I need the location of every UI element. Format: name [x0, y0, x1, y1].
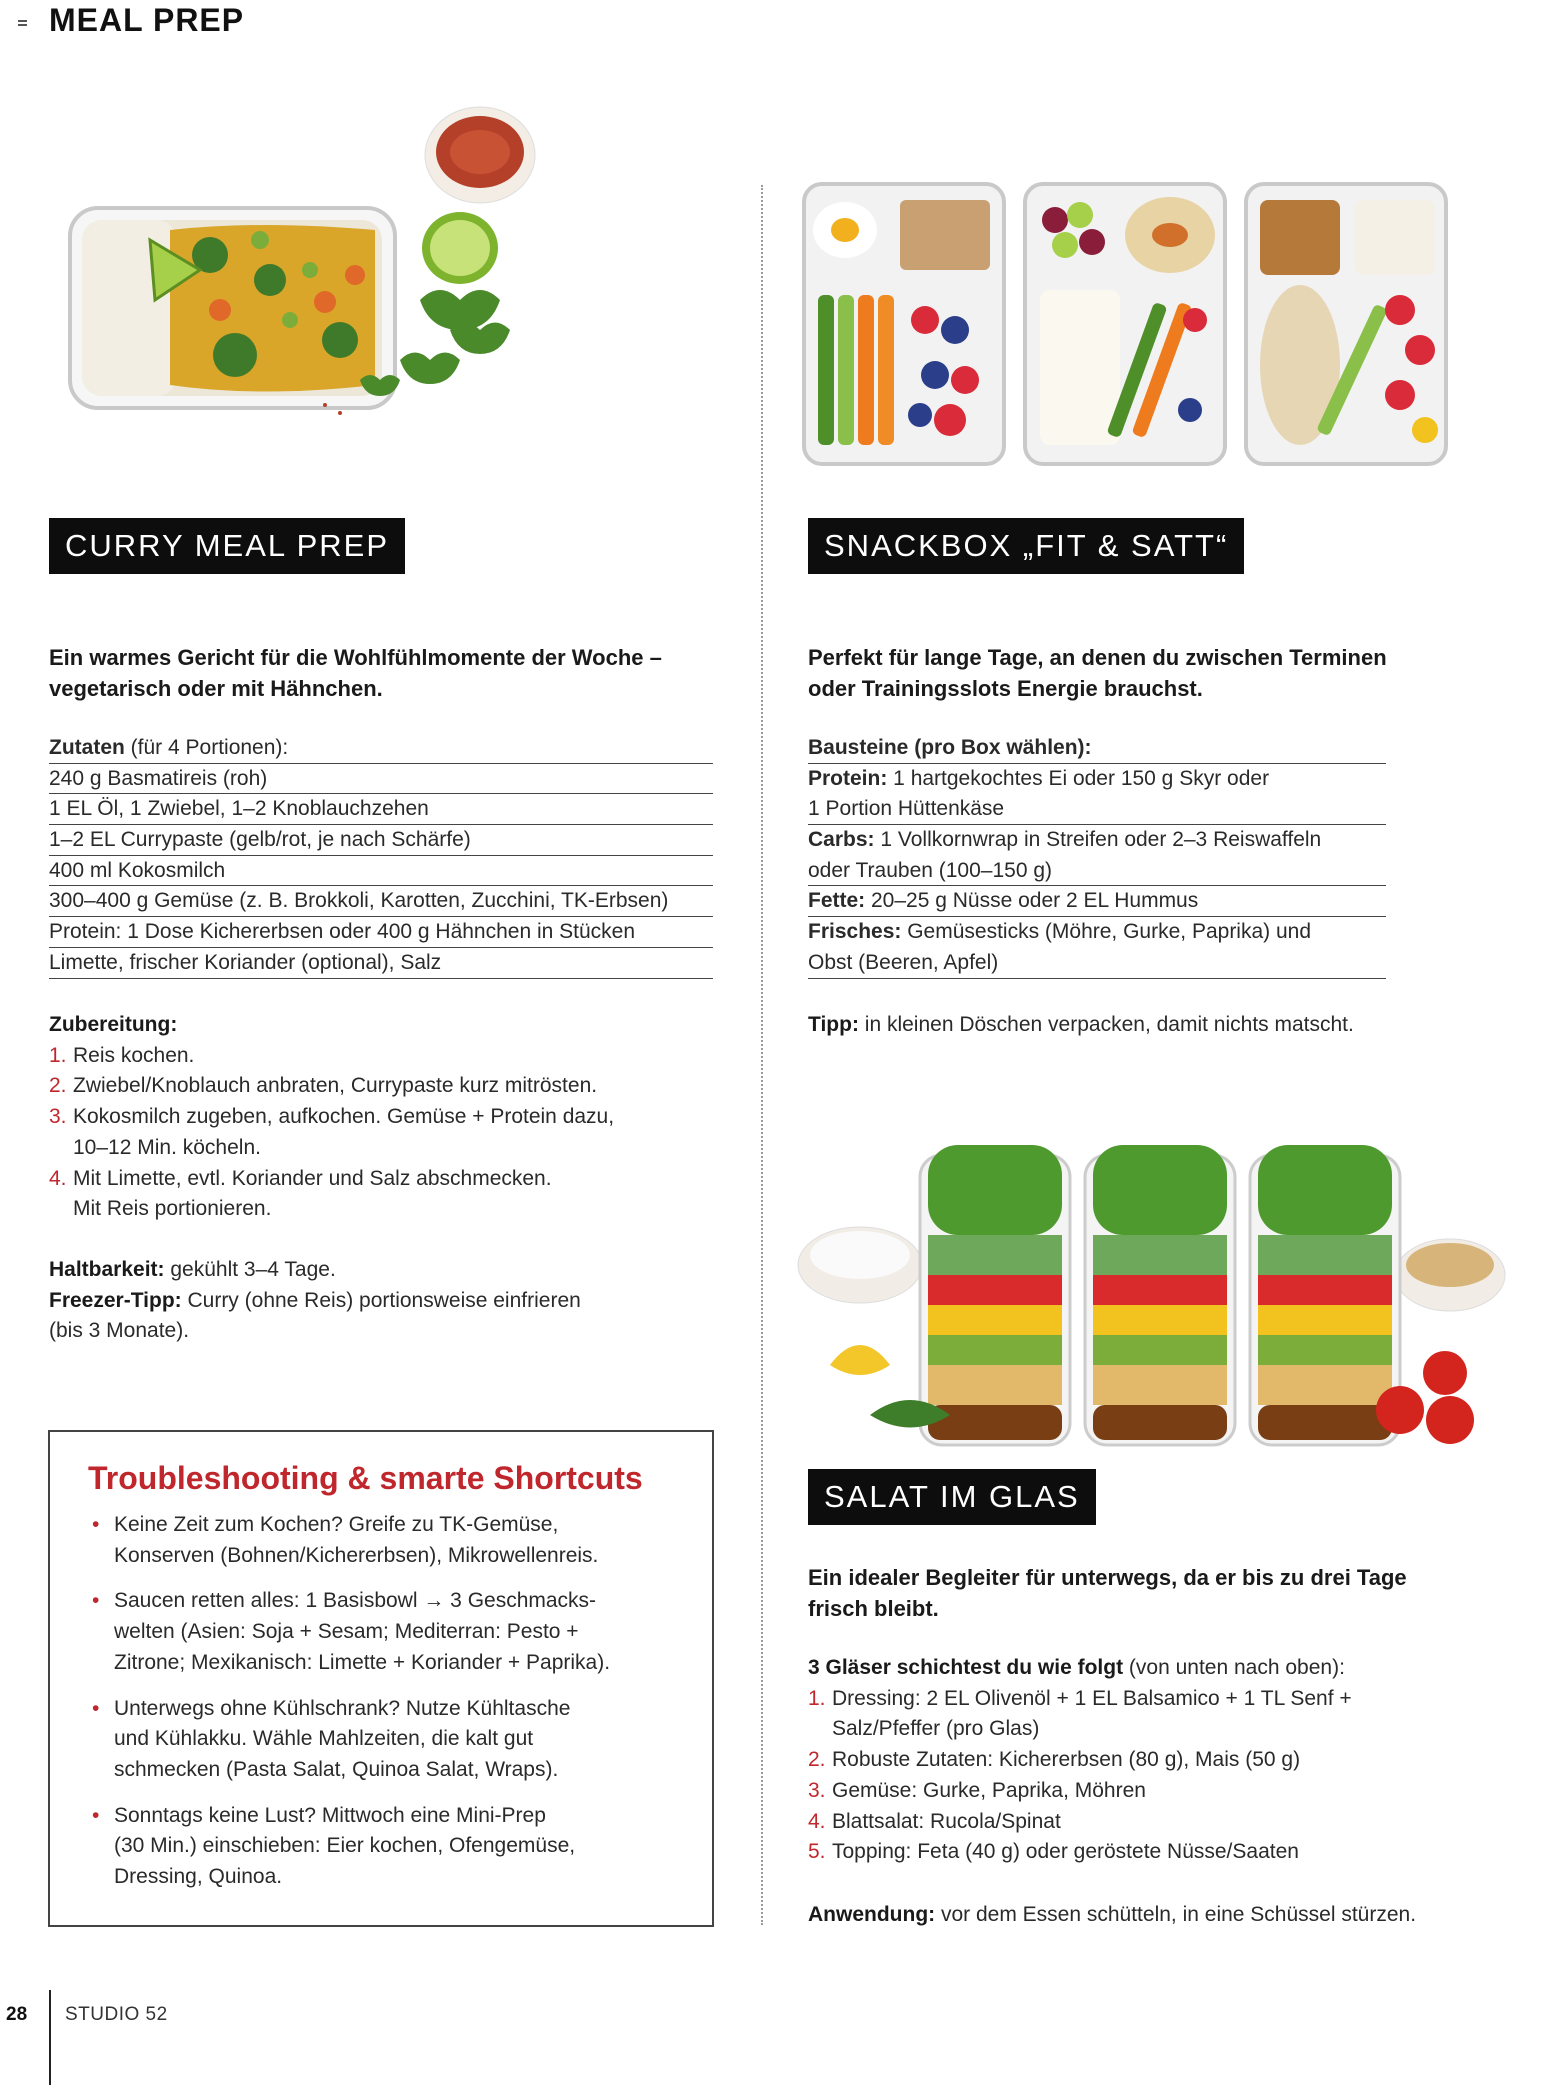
troubleshooting-title: Troubleshooting & smarte Shortcuts: [88, 1460, 643, 1496]
layer-step: 5. Topping: Feta (40 g) oder geröstete Nüsse/Saaten: [808, 1840, 1299, 1864]
snackbox-photo: [800, 180, 1470, 470]
column-divider: [761, 185, 763, 1925]
prep-step: 1. Reis kochen.: [49, 1043, 195, 1067]
block-item: 1 Portion Hüttenkäse: [808, 794, 1386, 825]
salad-usage: Anwendung: vor dem Essen schütteln, in eine Schüssel stürzen.: [808, 1903, 1417, 1926]
prep-step: 4. Mit Limette, evtl. Koriander und Salz abschmecken. Mit Reis portionieren.: [49, 1166, 552, 1221]
layer-step: 1. Dressing: 2 EL Olivenöl + 1 EL Balsamico + 1 TL Senf + Salz/Pfeffer (pro Glas): [808, 1686, 1352, 1741]
footer-divider: [49, 1990, 51, 2085]
footer-brand: STUDIO 52: [65, 2004, 168, 2025]
blocks-heading: Bausteine (pro Box wählen):: [808, 733, 1386, 764]
block-item: Fette: 20–25 g Nüsse oder 2 EL Hummus: [808, 886, 1386, 917]
block-item: Protein: 1 hartgekochtes Ei oder 150 g Skyr oder: [808, 766, 1270, 790]
prep-step: 3. Kokosmilch zugeben, aufkochen. Gemüse + Protein dazu, 10–12 Min. köcheln.: [49, 1105, 615, 1159]
ingredient-item: 1 EL Öl, 1 Zwiebel, 1–2 Knoblauchzehen: [49, 794, 713, 825]
layer-step: 4. Blattsalat: Rucola/Spinat: [808, 1809, 1061, 1833]
layer-step: 3. Gemüse: Gurke, Paprika, Möhren: [808, 1778, 1146, 1802]
page-header: [0, 0, 1550, 46]
salad-lead: Ein idealer Begleiter für unterwegs, da er bis zu drei Tage frisch bleibt.: [808, 1565, 1407, 1621]
curry-storage: Haltbarkeit: gekühlt 3–4 Tage. Freezer-Tipp: Curry (ohne Reis) portionsweise einfrieren (bis 3 Monate).: [49, 1258, 581, 1343]
page-title: MEAL PREP: [49, 2, 245, 38]
curry-photo: [60, 80, 700, 520]
ingredient-item: 1–2 EL Currypaste (gelb/rot, je nach Schärfe): [49, 825, 713, 856]
snackbox-label: SNACKBOX „FIT & SATT“: [808, 518, 1244, 574]
snackbox-blocks: [808, 733, 1386, 979]
block-item: Carbs: 1 Vollkornwrap in Streifen oder 2–3 Reiswaffeln: [808, 828, 1322, 852]
ingredient-item: 300–400 g Gemüse (z. B. Brokkoli, Karotten, Zucchini, TK-Erbsen): [49, 886, 713, 917]
ingredient-item: 240 g Basmatireis (roh): [49, 764, 713, 795]
layer-step: 2. Robuste Zutaten: Kichererbsen (80 g), Mais (50 g): [808, 1748, 1301, 1772]
tip-item: • Keine Zeit zum Kochen? Greife zu TK-Gemüse, Konserven (Bohnen/Kichererbsen), Mikrowellenreis.: [92, 1513, 599, 1567]
block-item: Obst (Beeren, Apfel): [808, 948, 1386, 979]
page-number: 28: [6, 2004, 28, 2025]
snackbox-lead: Perfekt für lange Tage, an denen du zwischen Terminen oder Trainingsslots Energie brauchst.: [808, 645, 1387, 701]
tip-item: • Sonntags keine Lust? Mittwoch eine Mini-Prep (30 Min.) einschieben: Eier kochen, Ofengemüse, Dressing, Quinoa.: [92, 1803, 576, 1889]
curry-preparation: [49, 1010, 729, 1225]
salad-label: SALAT IM GLAS: [808, 1469, 1096, 1525]
ingredients-heading: Zutaten (für 4 Portionen):: [49, 733, 713, 764]
salad-layers: 3 Gläser schichtest du wie folgt (von unten nach oben): 1. Dressing: 2 EL Olivenöl + 1 EL Balsamico + 1 TL Senf + Salz/Pfeffer (pro Glas) 2. Robuste Zutaten: Kichererbsen (80 g), Mais (50 g) 3. Gemüse: Gurke, Paprika, Möhren 4. Blattsalat: Rucola/Spinat 5. Topping: Feta (40 g) oder geröstete Nüsse/Saaten: [808, 1653, 1528, 1868]
curry-label: CURRY MEAL PREP: [49, 518, 405, 574]
ingredient-item: Protein: 1 Dose Kichererbsen oder 400 g Hähnchen in Stücken: [49, 917, 713, 948]
troubleshooting-box: [48, 1430, 714, 1927]
ingredient-item: Limette, frischer Koriander (optional), Salz: [49, 948, 713, 979]
block-item: oder Trauben (100–150 g): [808, 856, 1386, 887]
curry-ingredients: [49, 733, 713, 979]
tip-item: • Saucen retten alles: 1 Basisbowl → 3 Geschmacks- welten (Asien: Soja + Sesam; Mediterran: Pesto + Zitrone; Mexikanisch: Limette + Koriander + Paprika).: [92, 1589, 611, 1674]
tip-item: • Unterwegs ohne Kühlschrank? Nutze Kühltasche und Kühlakku. Wähle Mahlzeiten, die kalt gut schmecken (Pasta Salat, Quinoa Salat, Wraps).: [92, 1696, 571, 1781]
menu-icon: [18, 20, 27, 26]
prep-heading: Zubereitung:: [49, 1013, 178, 1036]
snackbox-tip: Tipp: in kleinen Döschen verpacken, damit nichts matscht.: [808, 1013, 1354, 1036]
curry-lead: Ein warmes Gericht für die Wohlfühlmomente der Woche – vegetarisch oder mit Hähnchen.: [49, 645, 662, 701]
block-item: Frisches: Gemüsesticks (Möhre, Gurke, Paprika) und: [808, 920, 1312, 944]
ingredient-item: 400 ml Kokosmilch: [49, 856, 713, 887]
prep-step: 2. Zwiebel/Knoblauch anbraten, Currypaste kurz mitrösten.: [49, 1074, 598, 1098]
salad-jars-photo: [790, 1115, 1530, 1460]
